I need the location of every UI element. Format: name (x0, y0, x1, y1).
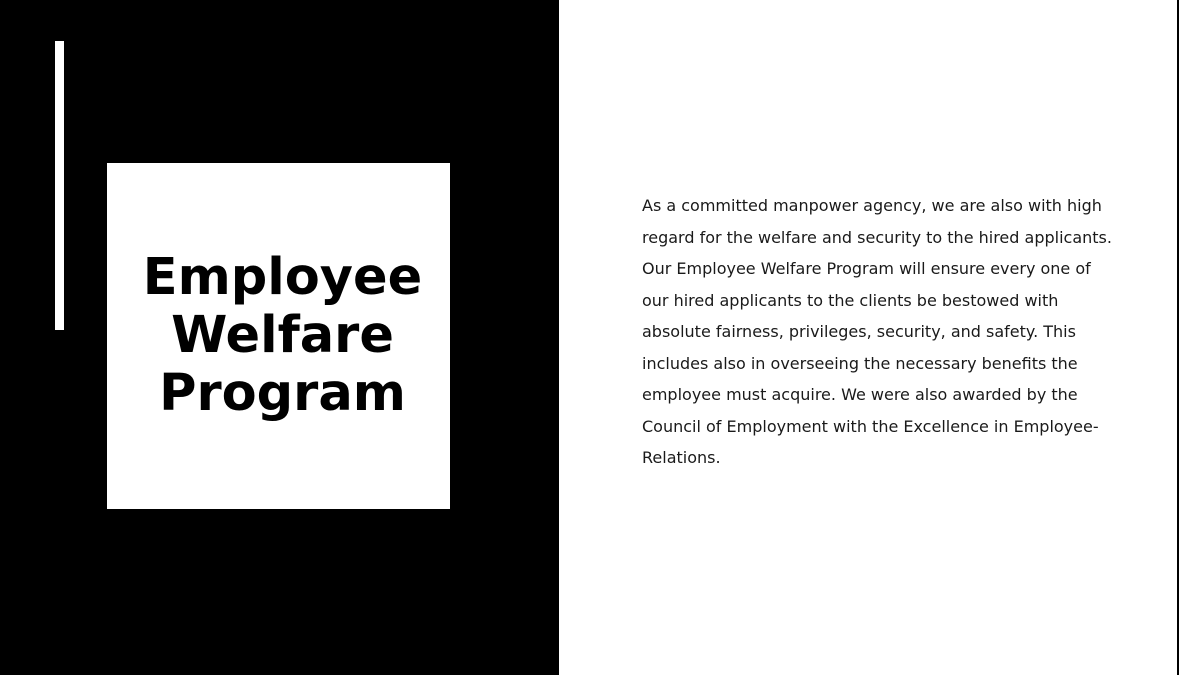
slide-title (135, 249, 422, 423)
title-box (107, 163, 450, 509)
title-line-3: Program (159, 364, 406, 423)
right-edge-line (1177, 0, 1179, 675)
body-paragraph: As a committed manpower agency, we are also with high regard for the welfare and security to the hired applicants. Our Employee Welfare Program will ensure every one of our hired applicants to the clients be bestowed with absolute fairness, privileges, security, and safety. This includes also in overseeing the necessary benefits the employee must acquire. We were also awarded by the Council of Employment with the Excellence in Employee-Relations. (642, 196, 1112, 467)
left-black-panel (0, 0, 559, 675)
title-line-1: Employee (142, 248, 423, 307)
accent-bar (55, 41, 64, 330)
title-line-2: Welfare (171, 306, 394, 365)
